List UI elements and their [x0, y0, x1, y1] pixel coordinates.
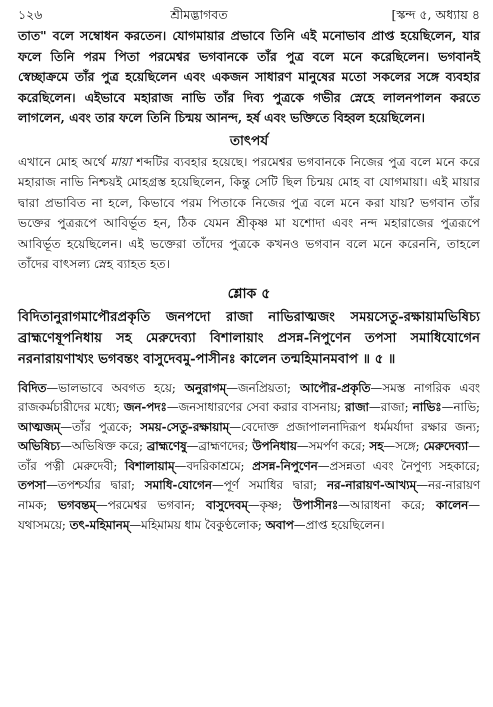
synonym-word: সমাধি-যোগেন [144, 478, 212, 493]
verse-heading: শ্লোক ৫ [227, 285, 271, 302]
synonym-meaning: —জনপ্রিয়তা; [226, 380, 300, 395]
synonym-meaning: —আরাধনা করে; [338, 498, 436, 513]
purport-text [18, 152, 480, 275]
synonym-meaning: —অভিষিক্ত করে; [60, 439, 147, 454]
synonym-meaning: —কৃষ্ণ; [247, 498, 294, 513]
synonym-word: সহ [369, 439, 384, 454]
synonym-word: নাভিঃ [412, 400, 442, 415]
synonym-word: আপৌর-প্রকৃতি [299, 380, 371, 395]
synonym-word: তপসা [18, 478, 47, 493]
synonym-word: জন-পদঃ [123, 400, 167, 415]
synonym-meaning: —বেদোক্ত প্রজাপালনাদিরূপ ধর্মমর্যাদা রক্ষার জন্য; [229, 419, 480, 434]
synonyms-block [18, 379, 480, 536]
synonym-word: অনুরাগম্ [184, 380, 227, 395]
synonym-meaning: —তাঁর পত্নী মেরুদেবী; [18, 439, 480, 473]
purport-text-before: এখানে মোহ অর্থে [18, 154, 111, 169]
synonym-meaning: —নাভি; [441, 400, 480, 415]
synonym-word: নর-নারায়ণ-আখ্যম্ [326, 478, 417, 493]
synonym-meaning: —রাজা; [368, 400, 413, 415]
synonym-meaning: —নর-নারায়ণ নামক; [18, 478, 480, 513]
synonym-word: ব্রাহ্মণেষু [146, 439, 187, 454]
synonym-meaning: —পূর্ণ সমাধির দ্বারা; [211, 478, 327, 493]
synonym-word: বিশালায়াম্ [125, 458, 175, 473]
page-header [18, 4, 480, 26]
synonym-meaning: —প্রাপ্ত হয়েছিলেন। [293, 517, 385, 532]
translation-text: তাত" বলে সম্বোধন করতেন। যোগমায়ার প্রভাবে তিনি এই মনোভাব প্রাপ্ত হয়েছিলেন, যার ফলে তিনি পরম পিতা পরমেশ্বর ভগবানকে তাঁর পুত্র বলে মনে করেছিলেন। ভগবানই স্বেচ্ছাক্রমে তাঁর পুত্র হয়েছিলেন এবং একজন সাধারণ মানুষের মতো সকলের সঙ্গে ব্যবহার করেছিলেন। এইভাবে মহারাজ নাভি তাঁর দিব্য পুত্রকে গভীর স্নেহে লালনপালন করতে লাগলেন, এবং তার ফলে তিনি চিন্ময় আনন্দ, হর্ষ এবং ভক্তিতে বিহ্বল হয়েছিলেন। [18, 28, 480, 125]
synonym-word: উপাসীনঃ [293, 498, 339, 513]
synonym-meaning: —ভালভাবে অবগত হয়ে; [46, 380, 185, 395]
synonym-word: বাসুদেবম্ [206, 498, 248, 513]
synonym-meaning: —জনসাধারণের সেবা করার বাসনায়; [166, 400, 346, 415]
synonym-word: প্রসন্ন-নিপুণেন [252, 458, 318, 473]
purport-italic-word: মায়া [110, 154, 132, 169]
synonym-word: বিদিত [18, 380, 47, 395]
synonym-word: কালেন [435, 498, 469, 513]
synonym-word: সময়-সেতু-রক্ষায়াম্ [140, 419, 230, 434]
synonym-meaning: —সমস্ত নাগরিক এবং রাজকর্মচারীদের মধ্যে; [18, 380, 480, 415]
synonym-meaning: —বদরিকাশ্রমে; [174, 458, 253, 473]
synonym-word: উপনিধায় [252, 439, 297, 454]
synonym-meaning: —তপশ্চর্যার দ্বারা; [46, 478, 145, 493]
synonym-meaning: —সঙ্গে; [383, 439, 424, 454]
synonym-meaning: —ব্রাহ্মণদের; [186, 439, 253, 454]
synonym-meaning: —যথাসময়ে; [18, 498, 480, 532]
purport-text-after: শব্দটির ব্যবহার হয়েছে। পরমেশ্বর ভগবানকে নিজের পুত্র বলে মনে করে মহারাজ নাভি নিশ্চয়ই মোহগ্রস্ত হয়েছিলেন, কিন্তু সেটি ছিল চিন্ময় মোহ বা যোগমায়া। এই মায়ার দ্বারা প্রভাবিত না হলে, কিভাবে পরম পিতাকে নিজের পুত্র বলে মনে করা যায়? ভগবান তাঁর ভক্তের পুত্ররূপে আবির্ভূত হন, ঠিক যেমন শ্রীকৃষ্ণ মা যশোদা এবং নন্দ মহারাজের পুত্ররূপে আবির্ভূত হয়েছিলেন। এই ভক্তেরা তাঁদের পুত্রকে কখনও ভগবান বলে মনে করেননি, তাহলে তাঁদের বাৎসল্য স্নেহ ব্যাহত হত। [18, 154, 480, 271]
synonym-meaning: —তাঁর পুত্রকে; [60, 419, 141, 434]
book-title: শ্রীমদ্ভাগবত [170, 7, 228, 22]
synonym-word: রাজা [345, 400, 369, 415]
synonym-word: অভিষিচ্য [18, 439, 61, 454]
synonym-word: অবাপ [265, 517, 294, 532]
synonym-meaning: —প্রসন্নতা এবং নৈপুণ্য সহকারে; [317, 458, 480, 473]
synonym-meaning: —মহিমাময় ধাম বৈকুণ্ঠলোক; [129, 517, 266, 532]
purport-heading: তাৎপর্য [229, 132, 269, 149]
page-number: ১২৬ [18, 7, 43, 22]
synonym-word: আত্মজম্ [18, 419, 61, 434]
synonym-meaning: —সমর্পণ করে; [296, 439, 370, 454]
chapter-reference: [স্কন্দ ৫, অধ্যায় ৪ [391, 7, 480, 22]
verse-text: বিদিতানুরাগমাপৌরপ্রকৃতি জনপদো রাজা নাভিরাত্মজং সময়সেতু-রক্ষায়ামভিষিচ্য ব্রাহ্মণেষূপনিধায় সহ মেরুদেব্যা বিশালায়াং প্রসন্ন-নিপুণেন তপসা সমাধিযোগেন নরনারায়ণাখ্যং ভগবন্তং বাসুদেবমু-পাসীনঃ কালেন তন্মহিমানমবাপ ॥ ৫ ॥ [18, 309, 480, 367]
document-page [18, 4, 480, 535]
synonym-word: তৎ-মহিমানম্ [69, 517, 130, 532]
synonym-word: ভগবন্তম্ [58, 498, 96, 513]
synonym-meaning: —পরমেশ্বর ভগবান; [95, 498, 207, 513]
synonym-word: মেরুদেব্যা [423, 439, 469, 454]
